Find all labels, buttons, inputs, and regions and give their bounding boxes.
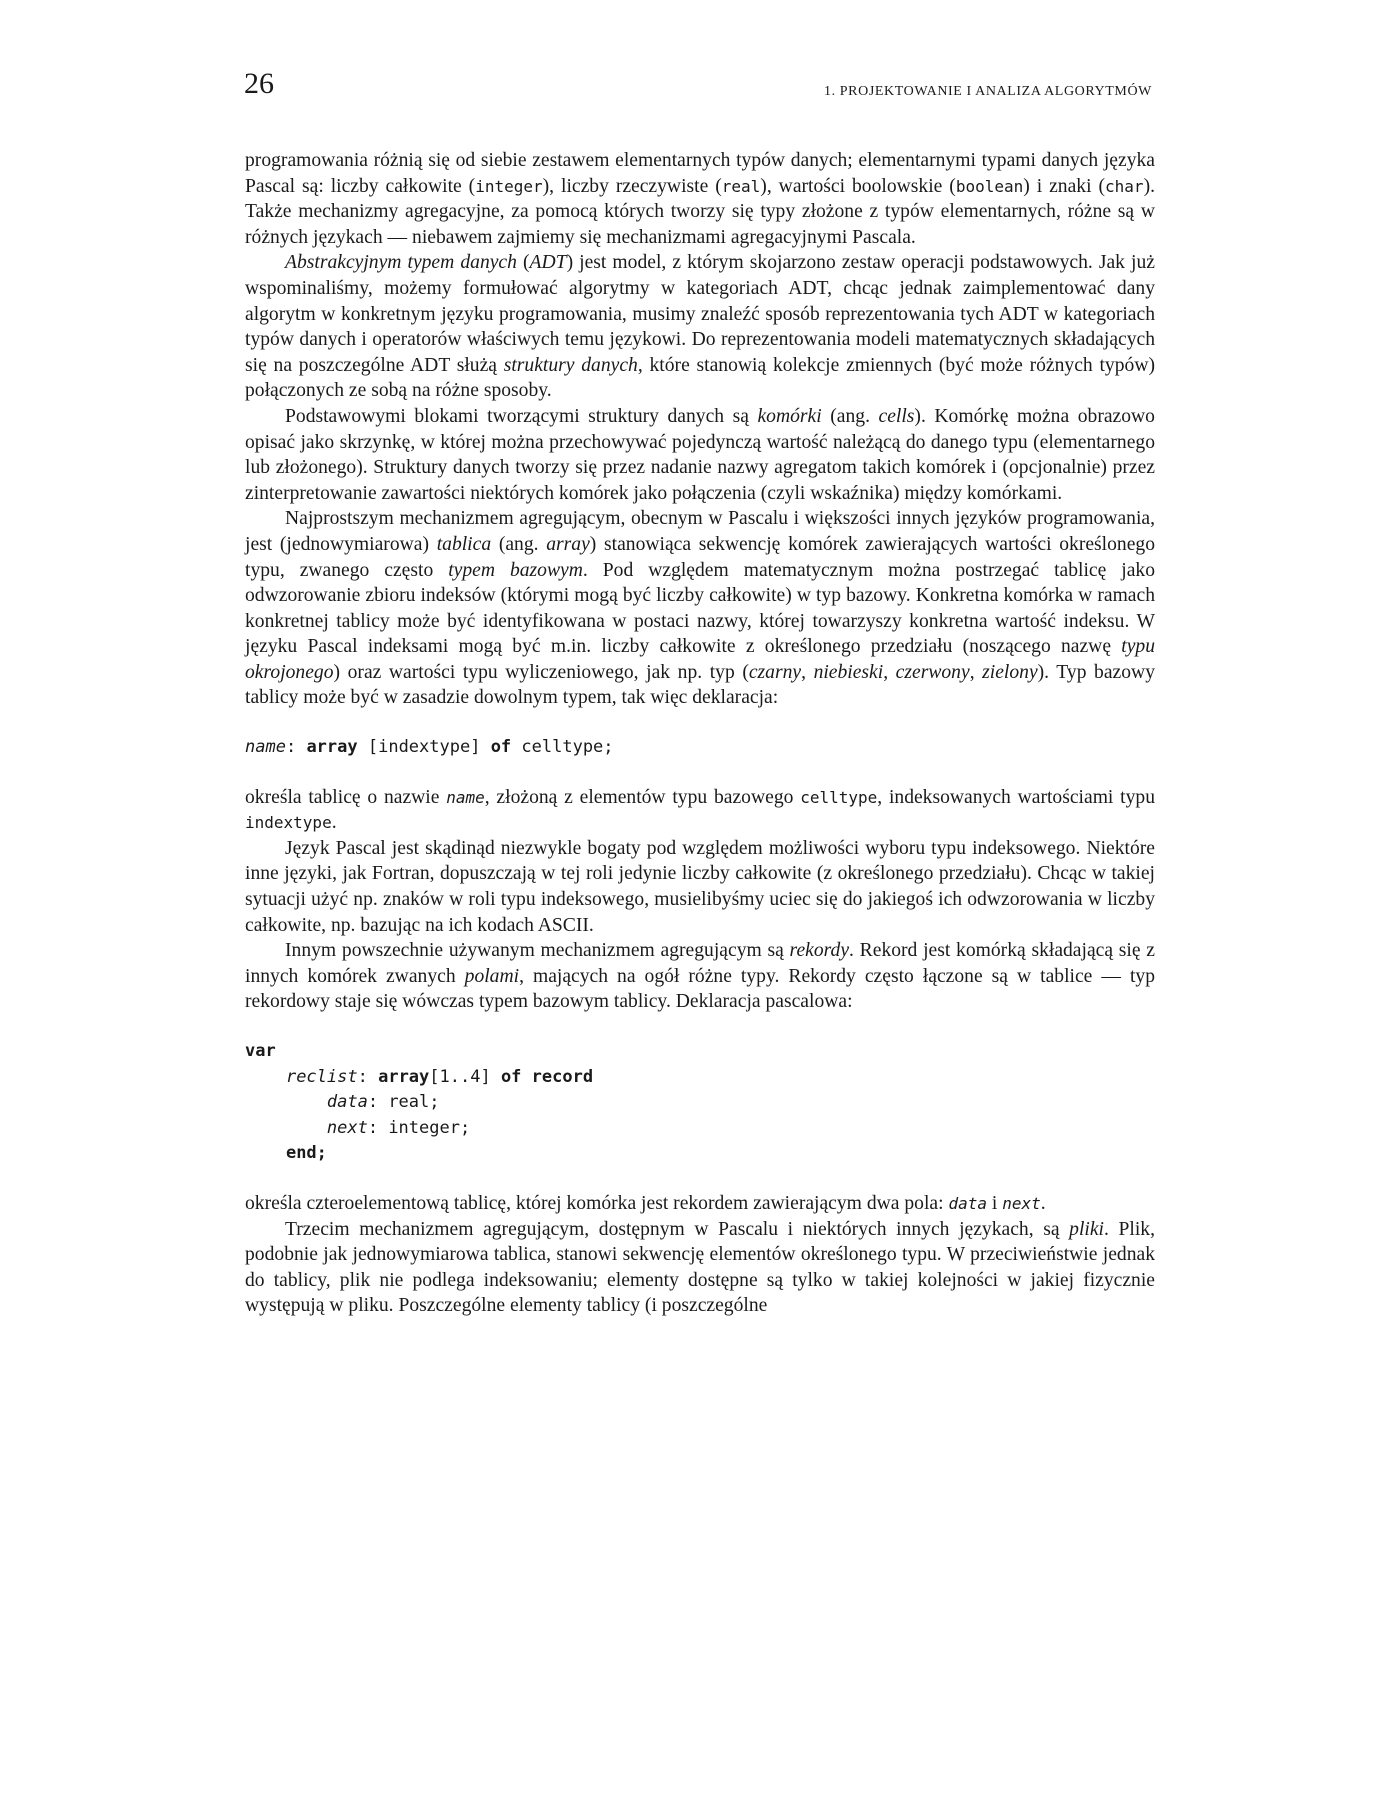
paragraph-files: Trzecim mechanizmem agregującym, dostępnym w Pascalu i niektórych innych językach, są pliki. Plik, podobnie jak jednowymiarowa tablica, stanowi sekwencję elementów określonego typu. W przeciwieństwie jednak do tablicy, plik nie podlega indeksowaniu; elementy dostępne są tylko w takiej kolejności w jakiej fizycznie występują w pliku. Poszczególne elementy tablicy (i poszczególne (245, 1218, 1156, 1317)
paragraph-record-explain: określa czteroelementową tablicę, której komórka jest rekordem zawierającym dwa pola: data i next. (245, 1192, 1046, 1214)
paragraph-array-explain: określa tablicę o nazwie name, złożoną z elementów typu bazowego celltype, indeksowanych wartościami typu indextype. (245, 786, 1155, 834)
code-integer: integer (475, 176, 543, 196)
code-char: char (1105, 176, 1144, 196)
paragraph-arrays: Najprostszym mechanizmem agregującym, obecnym w Pascalu i większości innych języków programowania, jest (jednowymiarowa) tablica (ang. array) stanowiąca sekwencję komórek zawierających wartości określonego typu, zwanego często typem bazowym. Pod względem matematycznym można postrzegać tablicę jako odwzorowanie zbioru indeksów (którymi mogą być liczby całkowite) w typ bazowy. Konkretna komórka w ramach konkretnej tablicy może być identyfikowana w postaci nazwy, której towarzyszy konkretna wartość indeksu. W języku Pascal indeksami mogą być m.in. liczby całkowite z określonego przedziału (noszącego nazwę typu okrojonego) oraz wartości typu wyliczeniowego, jak np. typ (czarny, niebieski, czerwony, zielony). Typ bazowy tablicy może być w zasadzie dowolnym typem, tak więc deklaracja: (245, 508, 1156, 709)
code-boolean: boolean (955, 176, 1024, 196)
paragraph-adt: Abstrakcyjnym typem danych (ADT) jest model, z którym skojarzono zestaw operacji podstawowych. Jak już wspominaliśmy, możemy formułować algorytmy w kategoriach ADT, chcąc jednak zaimplementować dany algorytm w konkretnym języku programowania, musimy znaleźć sposób reprezentowania tych ADT w kategoriach typów danych i operatorów właściwych temu językowi. Do reprezentowania modeli matematycznych składających się na poszczególne ADT służą struktury danych, które stanowią kolekcje zmiennych (być może różnych typów) połączonych ze sobą na różne sposoby. (245, 252, 1155, 402)
paragraph-types: programowania różnią się od siebie zestawem elementarnych typów danych; elementarnymi typami danych języka Pascal są: liczby całkowite (integer), liczby rzeczywiste (real), wartości boolowskie (boolean) i znaki (char). Także mechanizmy agregacyjne, za pomocą których tworzy się typy złożone z typów elementarnych, różne są w różnych językach — niebawem zajmiemy się mechanizmami agregacyjnymi Pascala. (245, 150, 1155, 248)
code-real: real (721, 176, 761, 196)
paragraph-index-types: Język Pascal jest skądinąd niezwykle bogaty pod względem możliwości wyboru typu indeksowego. Niektóre inne języki, jak Fortran, dopuszczają w tej roli jedynie liczby całkowite (z określonego przedziału). Chcąc w takiej sytuacji użyć np. znaków w roli typu indeksowego, musielibyśmy uciec się do jakiegoś ich odwzorowania w liczby całkowite, np. bazując na ich kodach ASCII. (245, 837, 1155, 936)
code-record-declaration: var reclist: array[1..4] of record data: real; next: integer; end; (245, 1041, 594, 1164)
paragraph-cells: Podstawowymi blokami tworzącymi struktury danych są komórki (ang. cells). Komórkę można obrazowo opisać jako skrzynkę, w której można przechowywać pojedynczą wartość należącą do danego typu (elementarnego lub złożonego). Struktury danych tworzy się przez nadanie nazwy agregatom takich komórek i (opcjonalnie) przez zinterpretowanie zawartości niektórych komórek jako połączenia (czyli wskaźnika) między komórkami. (245, 405, 1155, 504)
code-array-declaration: name: array [indextype] of celltype; (245, 737, 614, 758)
running-head: 1. PROJEKTOWANIE I ANALIZA ALGORYTMÓW (824, 84, 1152, 99)
body-text (245, 148, 1155, 1319)
page-number: 26 (244, 67, 274, 100)
paragraph-records: Innym powszechnie używanym mechanizmem agregującym są rekordy. Rekord jest komórką składającą się z innych komórek zwanych polami, mających na ogół różne typy. Rekordy często łączone są w tablice — typ rekordowy staje się wówczas typem bazowym tablicy. Deklaracja pascalowa: (245, 940, 1155, 1013)
